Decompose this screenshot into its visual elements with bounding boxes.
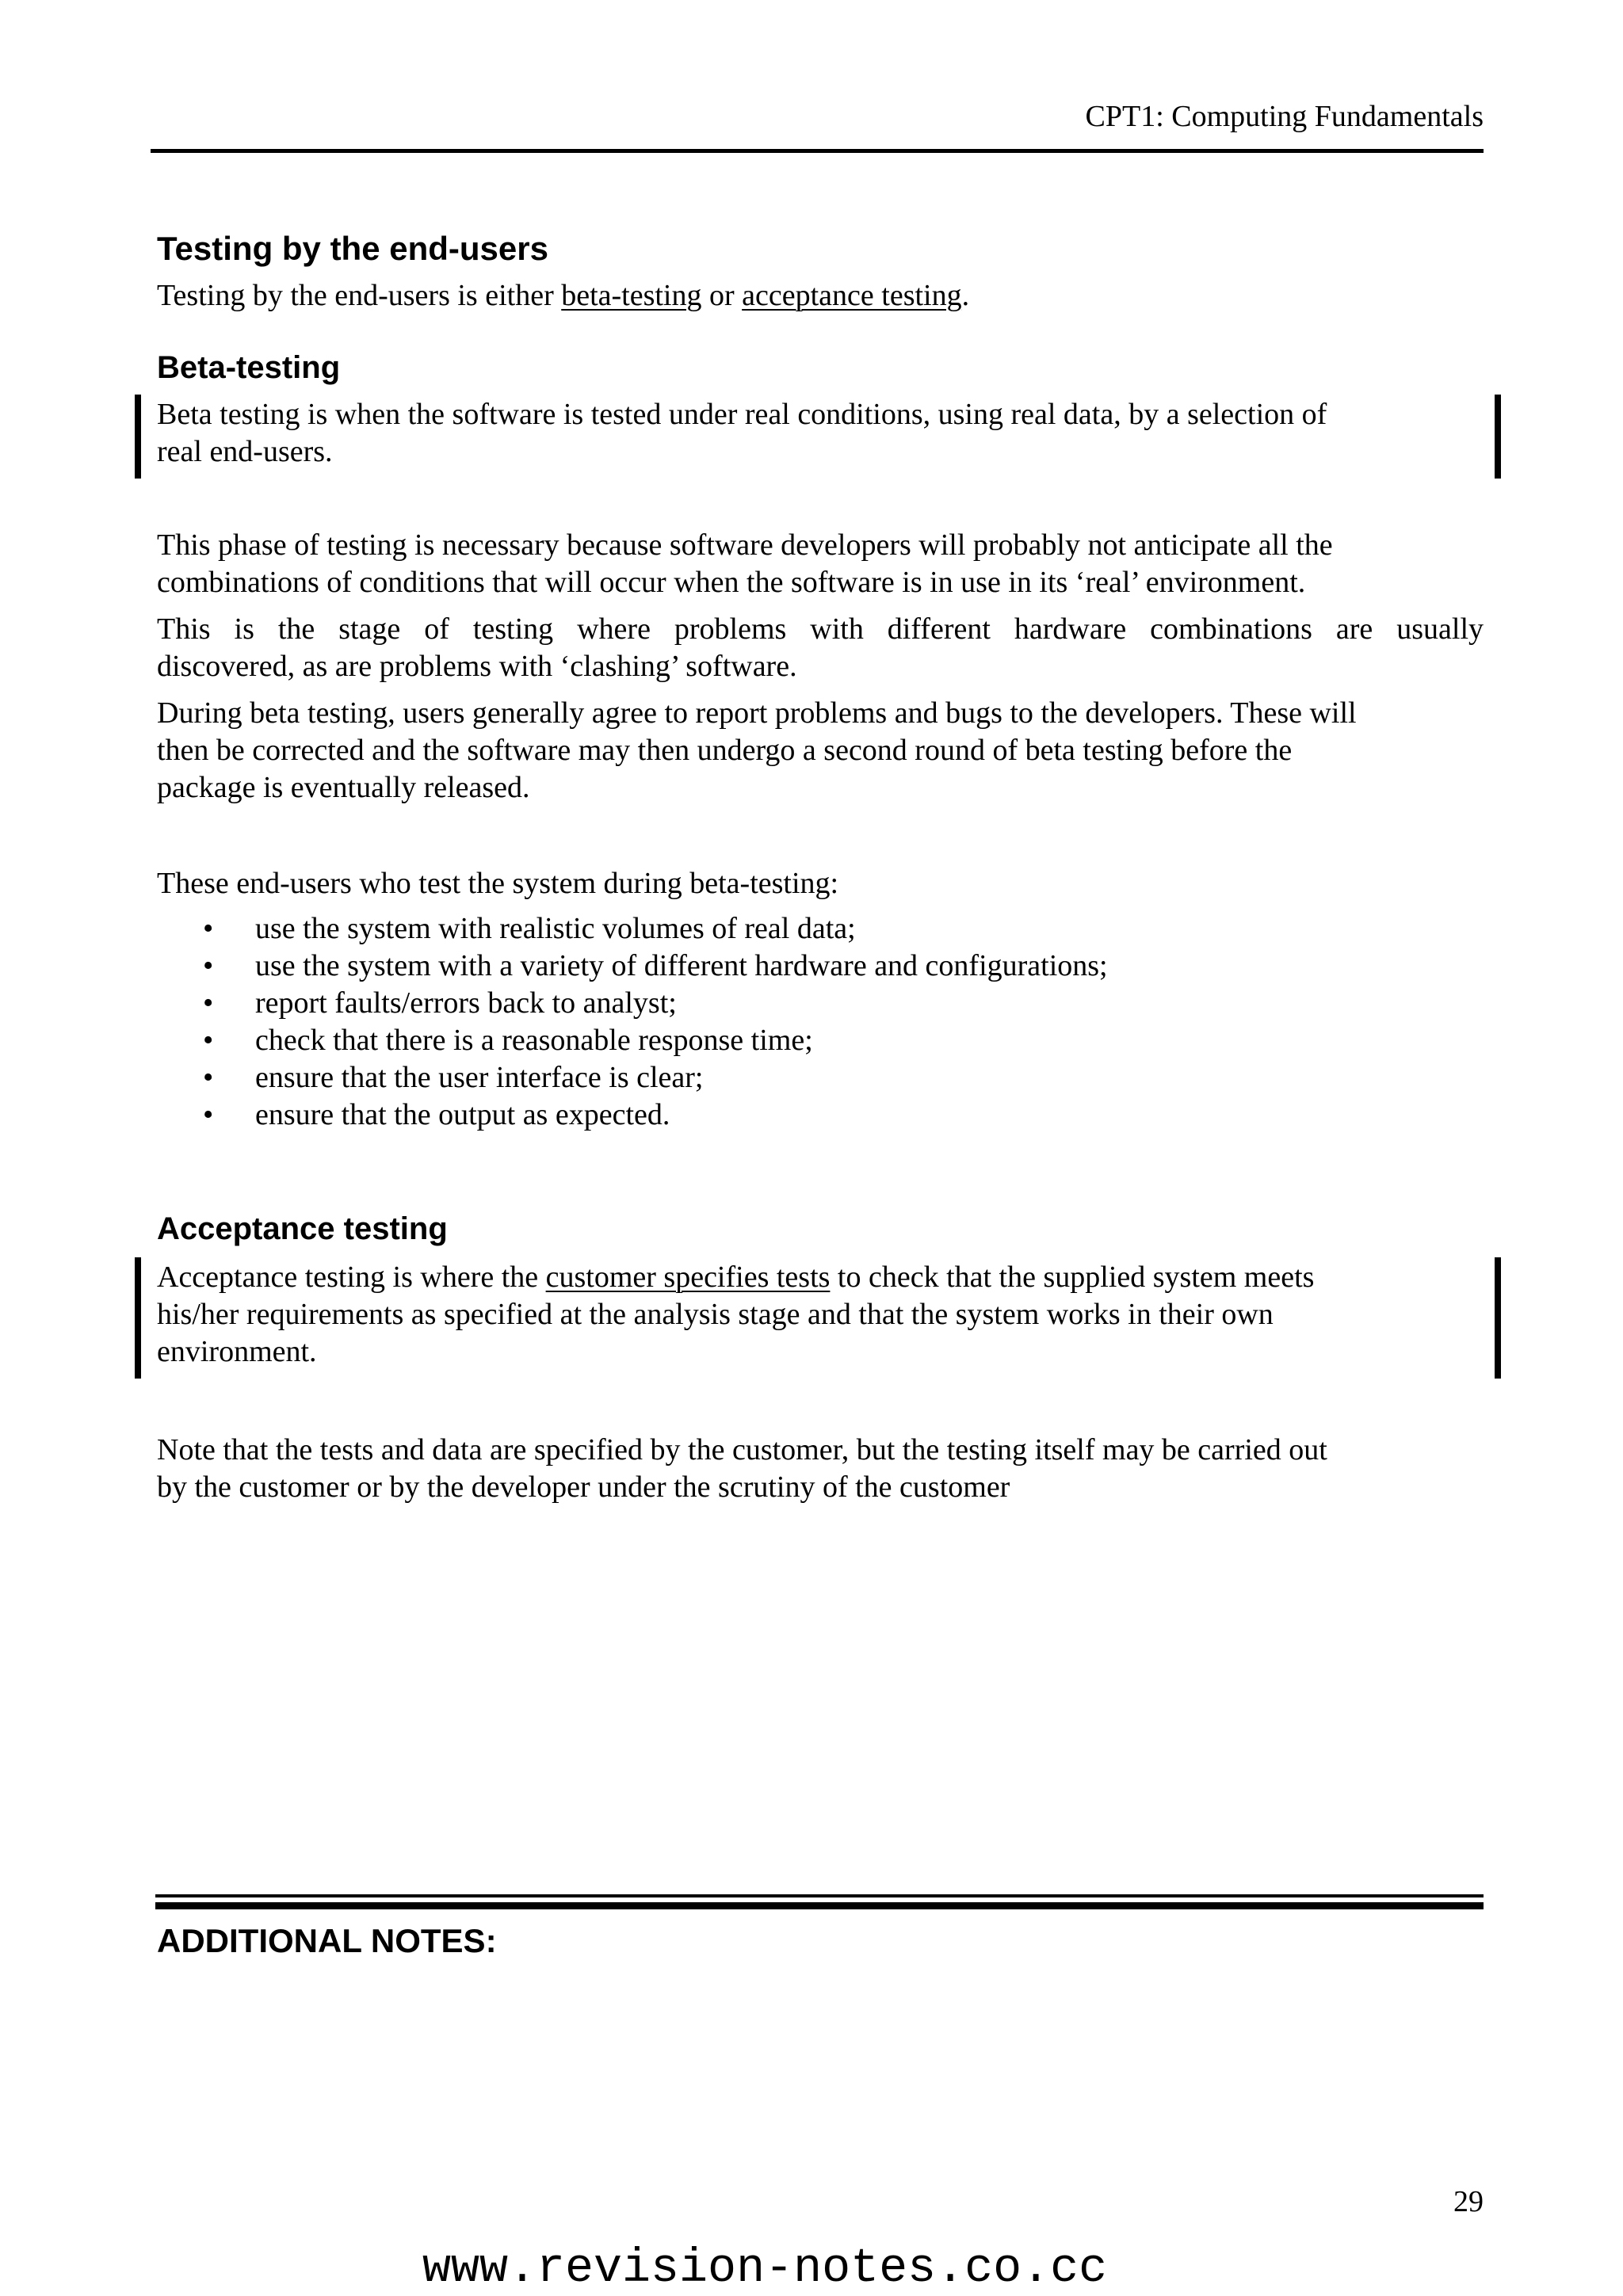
list-item [203, 948, 1312, 985]
paragraph-line: by the customer or by the developer under the scrutiny of the customer [157, 1470, 1010, 1504]
beta-definition-line: real end-users. [157, 435, 333, 468]
beta-paragraph-2 [157, 611, 1484, 685]
bullet-text: ensure that the output as expected. [255, 1098, 670, 1131]
bullet-text: report faults/errors back to analyst; [255, 986, 677, 1020]
bullet-dot: • [203, 912, 214, 945]
bullet-dot: • [203, 1061, 214, 1094]
paragraph-line: discovered, as are problems with ‘clashing’ software. [157, 650, 797, 683]
bullet-dot: • [203, 949, 214, 982]
notes-rule-thin [155, 1894, 1484, 1897]
notes-rule-thick [155, 1902, 1484, 1909]
footer-website: www.revision-notes.co.cc [422, 2242, 1108, 2296]
heading-beta-testing: Beta-testing [157, 350, 341, 385]
beta-bullet-list [203, 910, 1312, 1134]
intro-end-users [157, 277, 969, 315]
change-bar-left [135, 395, 141, 479]
beta-paragraph-1 [157, 527, 1333, 601]
beta-paragraph-3 [157, 695, 1357, 807]
acceptance-definition [157, 1259, 1314, 1371]
change-bar-right [1495, 1257, 1501, 1379]
list-item [203, 985, 1312, 1022]
def-text-before: Acceptance testing is where the [157, 1261, 546, 1294]
change-bar-left [135, 1257, 141, 1379]
list-item [203, 1097, 1312, 1134]
bullet-dot: • [203, 1024, 214, 1057]
bullet-text: use the system with a variety of different hardware and configurations; [255, 949, 1108, 982]
acceptance-note [157, 1432, 1327, 1506]
header-title: CPT1: Computing Fundamentals [1085, 100, 1484, 133]
beta-definition-line: Beta testing is when the software is tested under real conditions, using real data, by a selection of [157, 398, 1327, 431]
link-customer-specifies-tests[interactable]: customer specifies tests [545, 1261, 831, 1294]
bullet-list-intro: These end-users who test the system during beta-testing: [157, 867, 839, 900]
acceptance-definition-line: his/her requirements as specified at the analysis stage and that the system works in their own [157, 1298, 1274, 1331]
def-text-after: to check that the supplied system meets [830, 1261, 1315, 1294]
bullet-text: check that there is a reasonable response time; [255, 1024, 813, 1057]
bullet-text: ensure that the user interface is clear; [255, 1061, 704, 1094]
bullet-dot: • [203, 986, 214, 1020]
list-item [203, 910, 1312, 948]
paragraph-line: This is the stage of testing where problems with different hardware combinations are usually [157, 612, 1484, 646]
heading-end-users: Testing by the end-users [157, 230, 548, 267]
paragraph-line: then be corrected and the software may then undergo a second round of beta testing before the [157, 734, 1293, 767]
acceptance-definition-line: environment. [157, 1335, 317, 1368]
header-rule [151, 149, 1484, 153]
paragraph-line: During beta testing, users generally agree to report problems and bugs to the developers. These will [157, 696, 1357, 730]
acceptance-definition-line [157, 1259, 1314, 1296]
beta-definition [157, 396, 1327, 471]
paragraph-line: combinations of conditions that will occur when the software is in use in its ‘real’ environment. [157, 566, 1306, 599]
paragraph-line: package is eventually released. [157, 771, 530, 804]
list-item [203, 1022, 1312, 1059]
link-acceptance-testing[interactable]: acceptance testing [742, 279, 962, 312]
intro-text-middle: or [701, 279, 743, 312]
list-item [203, 1059, 1312, 1097]
bullet-text: use the system with realistic volumes of real data; [255, 912, 856, 945]
heading-acceptance-testing: Acceptance testing [157, 1211, 448, 1246]
intro-text-before: Testing by the end-users is either [157, 279, 562, 312]
bullet-dot: • [203, 1098, 214, 1131]
link-beta-testing[interactable]: beta-testing [561, 279, 702, 312]
paragraph-line: Note that the tests and data are specified by the customer, but the testing itself may be carried out [157, 1433, 1327, 1466]
page-number: 29 [1453, 2185, 1484, 2218]
change-bar-right [1495, 395, 1501, 479]
paragraph-line: This phase of testing is necessary because software developers will probably not anticipate all the [157, 528, 1333, 562]
intro-text-after: . [961, 279, 970, 312]
running-header [1086, 98, 1484, 135]
heading-additional-notes: ADDITIONAL NOTES: [157, 1922, 497, 1959]
